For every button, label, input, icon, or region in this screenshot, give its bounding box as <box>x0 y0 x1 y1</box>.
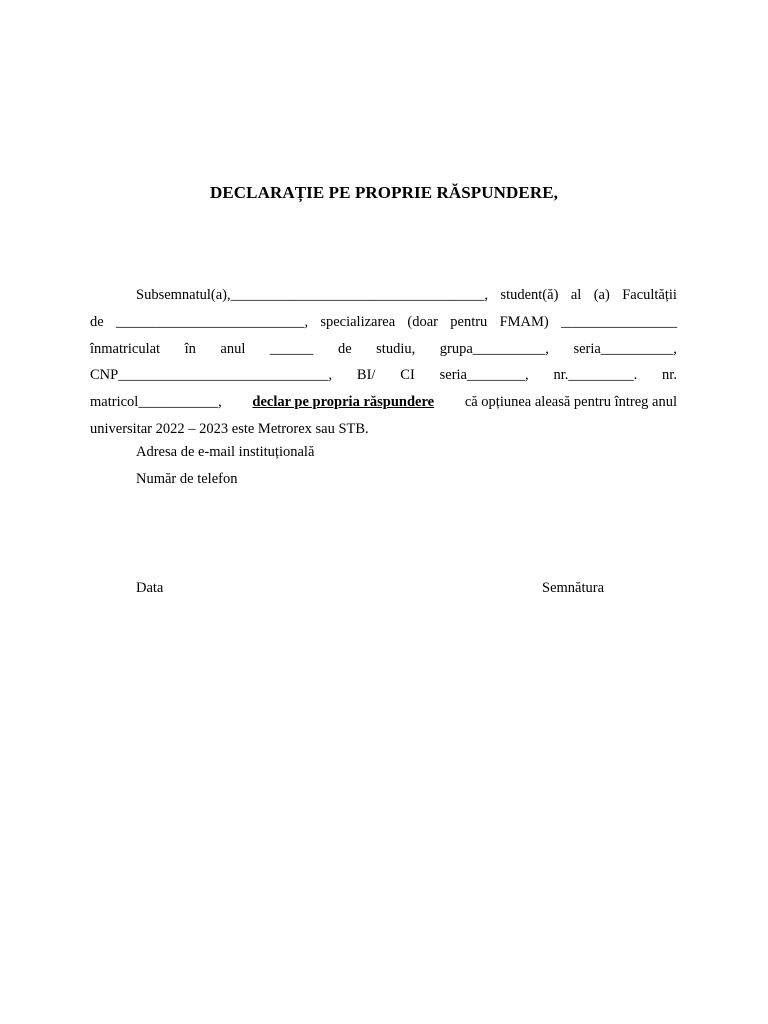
word: al <box>570 287 582 303</box>
word: BI/ <box>356 367 376 384</box>
word: specializarea <box>320 313 396 330</box>
page-title: DECLARAȚIE PE PROPRIE RĂSPUNDERE, <box>209 183 559 202</box>
word: de <box>337 340 352 357</box>
word: ________________ <box>560 313 677 330</box>
word: (a) <box>593 287 610 303</box>
declaration-paragraph <box>90 282 677 443</box>
word: __________________________, <box>115 313 309 330</box>
word: CNP_____________________________, <box>90 367 333 384</box>
signature-label: Semnătura <box>542 580 605 596</box>
declaration-emphasis: declar pe propria răspundere <box>252 394 435 411</box>
paragraph-line-5 <box>90 389 677 416</box>
word: CI <box>400 367 415 384</box>
phone-label: Număr de telefon <box>136 471 238 487</box>
word: seria________, <box>439 367 529 384</box>
word: înmatriculat <box>90 340 161 357</box>
word: pentru <box>450 313 488 330</box>
word: seria__________, <box>573 340 677 357</box>
word: student(ă) <box>500 287 559 303</box>
word: (doar <box>407 313 439 330</box>
word: Subsemnatul(a),___________________________________, <box>136 287 489 303</box>
word: nr._________. <box>553 367 638 384</box>
word: matricol___________, <box>90 394 222 411</box>
word: că opțiunea aleasă pentru întreg anul <box>464 394 677 411</box>
word: grupa__________, <box>439 340 549 357</box>
word: FMAM) <box>499 313 549 330</box>
word: studiu, <box>376 340 416 357</box>
paragraph-line-4 <box>90 362 677 389</box>
paragraph-line-6 <box>90 416 677 443</box>
date-label: Data <box>136 580 164 596</box>
word: de <box>90 313 104 330</box>
word: anul <box>220 340 246 357</box>
paragraph-line-2 <box>90 309 677 336</box>
word: ______ <box>269 340 314 357</box>
word: Facultății <box>622 287 677 303</box>
paragraph-line-1 <box>90 282 677 309</box>
word: în <box>184 340 196 357</box>
word: universitar 2022 – 2023 este Metrorex sau STB. <box>90 420 369 437</box>
email-label: Adresa de e-mail instituțională <box>136 444 315 460</box>
paragraph-line-3 <box>90 336 677 363</box>
word: nr. <box>662 367 677 384</box>
